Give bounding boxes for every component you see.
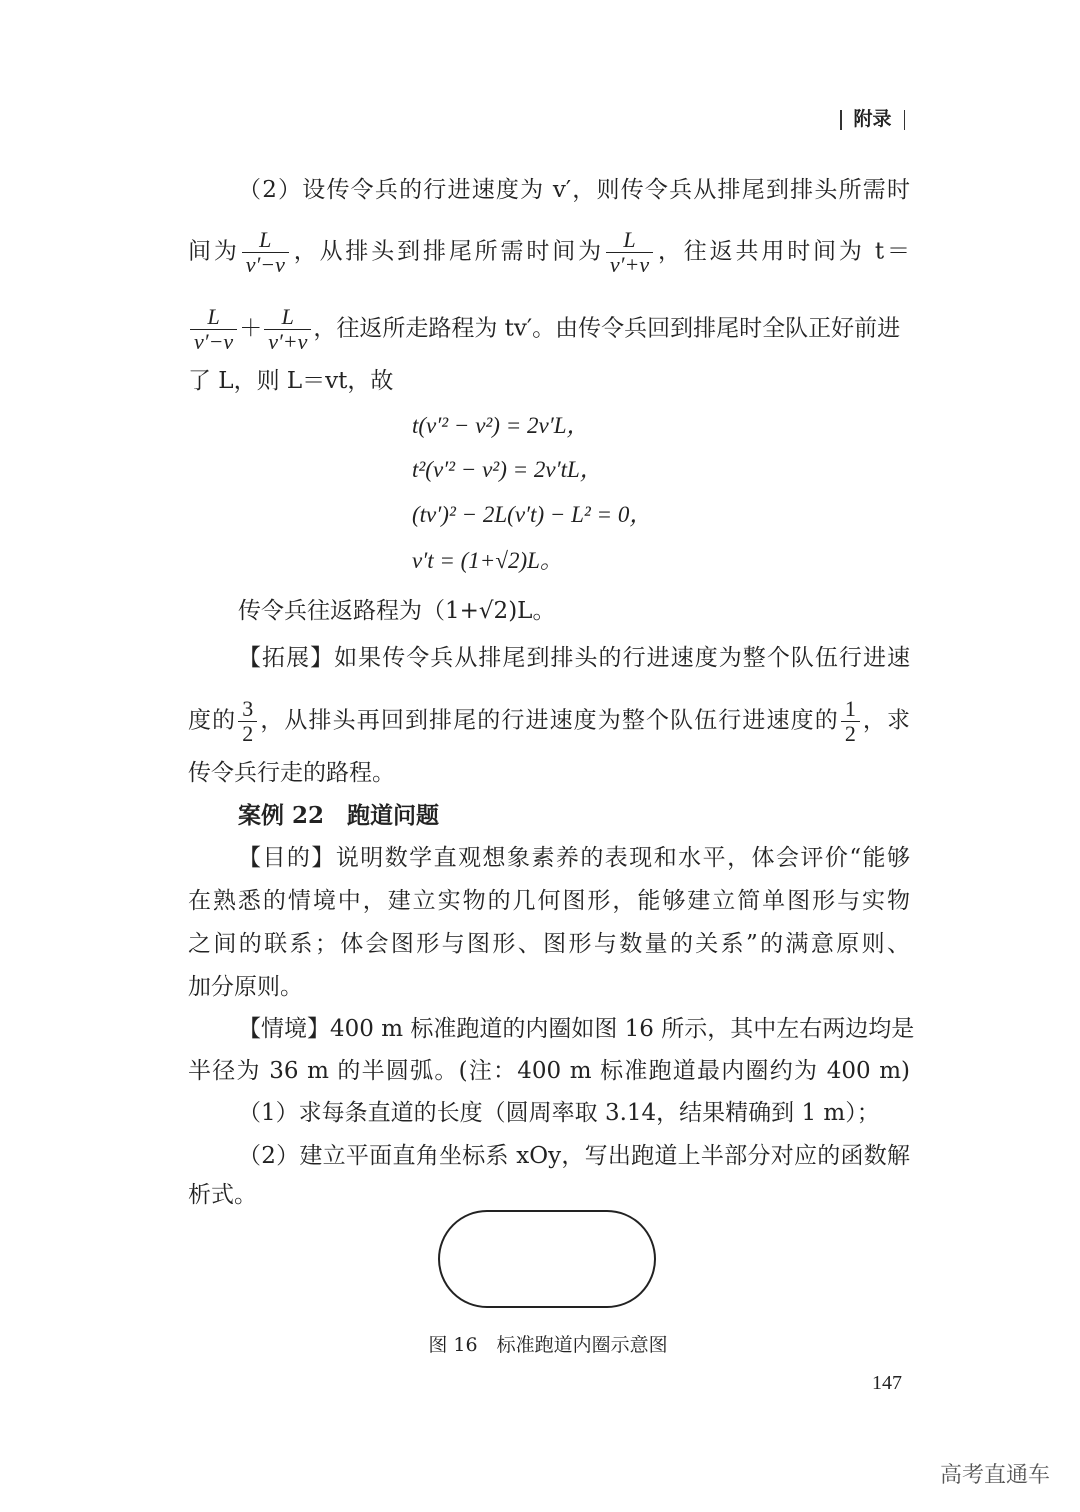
fraction <box>242 228 289 277</box>
text-line: 加分原则。 <box>188 974 303 1000</box>
denominator: 2 <box>238 721 257 746</box>
numerator: 1 <box>844 696 856 721</box>
equation: v′t = (1+√2)L。 <box>412 548 563 573</box>
numerator: L <box>207 304 220 329</box>
text: 间为 <box>188 238 240 265</box>
figure-caption: 图 16 标准跑道内圈示意图 <box>428 1334 668 1356</box>
text: ，往返所走路程为 tv′。由传令兵回到排尾时全队正好前进 <box>313 315 901 342</box>
text: ，往返共用时间为 t＝ <box>655 238 910 265</box>
running-header <box>828 104 917 131</box>
equation: (tv′)² − 2L(v′t) − L² = 0， <box>412 502 653 527</box>
question-1: （1）求每条直道的长度（圆周率取 3.14，结果精确到 1 m）； <box>238 1100 880 1126</box>
denominator: 2 <box>841 721 860 746</box>
page-number: 147 <box>872 1372 902 1394</box>
text-line: 【拓展】如果传令兵从排尾到排头的行进速度为整个队伍行进速 <box>238 645 910 671</box>
equation: t²(v′² − v²) = 2v′tL， <box>412 457 603 482</box>
text-line: 在熟悉的情境中，建立实物的几何图形，能够建立简单图形与实物 <box>188 888 910 914</box>
text-line: 析式。 <box>188 1182 257 1208</box>
fraction <box>190 305 237 354</box>
denominator: v′−v <box>190 329 237 354</box>
text-line <box>188 697 910 746</box>
fraction <box>606 228 653 277</box>
question-2: （2）建立平面直角坐标系 xOy，写出跑道上半部分对应的函数解 <box>238 1143 910 1169</box>
text-line: （2）设传令兵的行进速度为 v′，则传令兵从排尾到排头所需时 <box>238 177 910 203</box>
text-line: 了 L，则 L＝vt，故 <box>188 368 394 394</box>
divider <box>904 110 906 130</box>
numerator: L <box>259 227 272 252</box>
text-line: 之间的联系；体会图形与图形、图形与数量的关系”的满意原则、 <box>188 931 910 957</box>
text: ，从排头再回到排尾的行进速度为整个队伍行进速度的 <box>259 707 839 734</box>
text-line: 【目的】说明数学直观想象素养的表现和水平，体会评价“能够 <box>238 845 910 871</box>
text: ，从排头到排尾所需时间为 <box>290 238 604 265</box>
text-line: 【情境】400 m 标准跑道的内圈如图 16 所示，其中左右两边均是 <box>238 1016 915 1042</box>
denominator: v′+v <box>264 329 311 354</box>
text-line: 半径为 36 m 的半圆弧。(注：400 m 标准跑道最内圈约为 400 m) <box>188 1058 910 1084</box>
numerator: L <box>281 304 294 329</box>
case-title: 案例 22 跑道问题 <box>238 802 440 829</box>
text-line <box>188 305 910 354</box>
watermark: 高考直通车 <box>940 1463 1051 1488</box>
section-title: 附录 <box>853 108 892 130</box>
fraction <box>264 305 311 354</box>
text-line: 传令兵行走的路程。 <box>188 760 395 786</box>
conclusion: 传令兵往返路程为（1+√2)L。 <box>238 598 556 624</box>
denominator: v′+v <box>606 252 653 277</box>
text-line <box>188 228 910 277</box>
fraction <box>238 697 257 746</box>
fraction <box>841 697 860 746</box>
numerator: L <box>623 227 636 252</box>
equation: t(v′² − v²) = 2v′L， <box>412 413 590 438</box>
numerator: 3 <box>242 696 254 721</box>
text: ，求 <box>861 707 911 734</box>
text: 度的 <box>188 707 237 734</box>
text: ＋ <box>239 315 263 342</box>
denominator: v′−v <box>242 252 289 277</box>
running-track-figure <box>438 1210 656 1308</box>
divider <box>840 110 842 130</box>
